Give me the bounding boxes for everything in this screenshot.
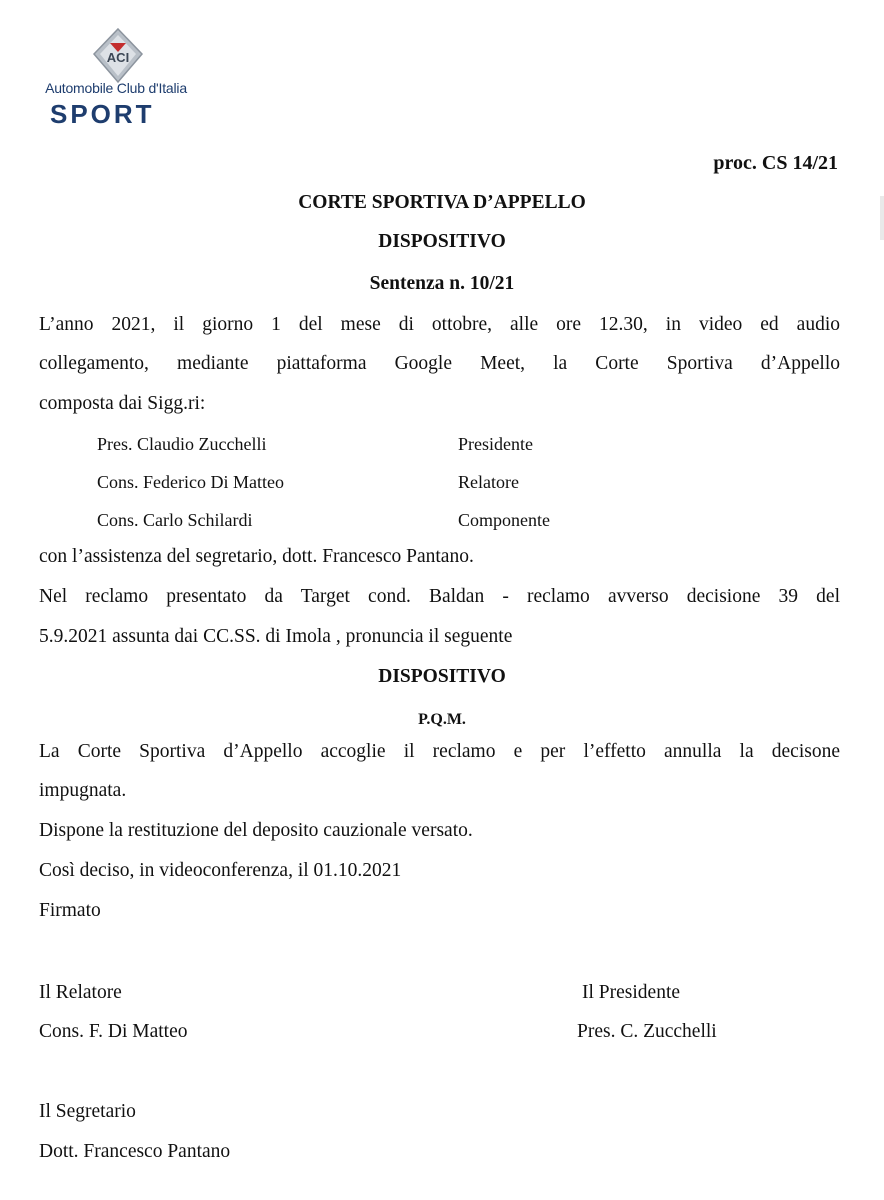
svg-text:SPORT: SPORT — [50, 100, 155, 128]
logo-org-name: Automobile Club d'Italia — [45, 80, 187, 96]
rapporteur-name: Cons. F. Di Matteo — [39, 1021, 188, 1042]
dispositivo-heading: DISPOSITIVO — [378, 231, 506, 252]
member-role: Componente — [458, 510, 550, 530]
intro-line-3: composta dai Sigg.ri: — [39, 393, 206, 414]
signed-line: Firmato — [39, 900, 101, 921]
scan-edge-mark — [880, 196, 884, 240]
member-name: Pres. Claudio Zucchelli — [97, 434, 267, 454]
sport-wordmark — [50, 100, 180, 128]
intro-line-2: collegamento, mediante piattaforma Google Meet, la Corte Sportiva d’Appello — [39, 353, 840, 374]
member-role: Relatore — [458, 472, 519, 492]
aci-emblem-icon — [88, 26, 148, 86]
pqm-label: P.Q.M. — [418, 711, 466, 728]
president-title: Il Presidente — [582, 982, 681, 1003]
aci-sport-logo — [36, 26, 196, 128]
decided-line: Così deciso, in videoconferenza, il 01.10.2021 — [39, 860, 402, 881]
secretary-title: Il Segretario — [39, 1101, 136, 1122]
dispositivo-section-heading: DISPOSITIVO — [378, 666, 506, 687]
court-title: CORTE SPORTIVA D’APPELLO — [298, 192, 586, 213]
member-role: Presidente — [458, 434, 533, 454]
decision-line-2: impugnata. — [39, 780, 127, 801]
svg-text:ACI: ACI — [106, 50, 130, 65]
member-name: Cons. Carlo Schilardi — [97, 510, 253, 530]
president-name: Pres. C. Zucchelli — [577, 1021, 717, 1042]
claim-line-1: Nel reclamo presentato da Target cond. Baldan - reclamo avverso decisione 39 del — [39, 586, 840, 607]
deposit-line: Dispone la restituzione del deposito cauzionale versato. — [39, 820, 473, 841]
decision-line-1: La Corte Sportiva d’Appello accoglie il reclamo e per l’effetto annulla la decisone — [39, 741, 840, 762]
rapporteur-title: Il Relatore — [39, 982, 122, 1003]
assistance-line: con l’assistenza del segretario, dott. Francesco Pantano. — [39, 546, 474, 567]
proc-reference: proc. CS 14/21 — [713, 152, 838, 174]
intro-line-1: L’anno 2021, il giorno 1 del mese di ottobre, alle ore 12.30, in video ed audio — [39, 314, 840, 335]
claim-line-2: 5.9.2021 assunta dai CC.SS. di Imola , pronuncia il seguente — [39, 626, 513, 647]
sentence-number: Sentenza n. 10/21 — [369, 273, 515, 294]
member-name: Cons. Federico Di Matteo — [97, 472, 284, 492]
secretary-name: Dott. Francesco Pantano — [39, 1141, 231, 1162]
